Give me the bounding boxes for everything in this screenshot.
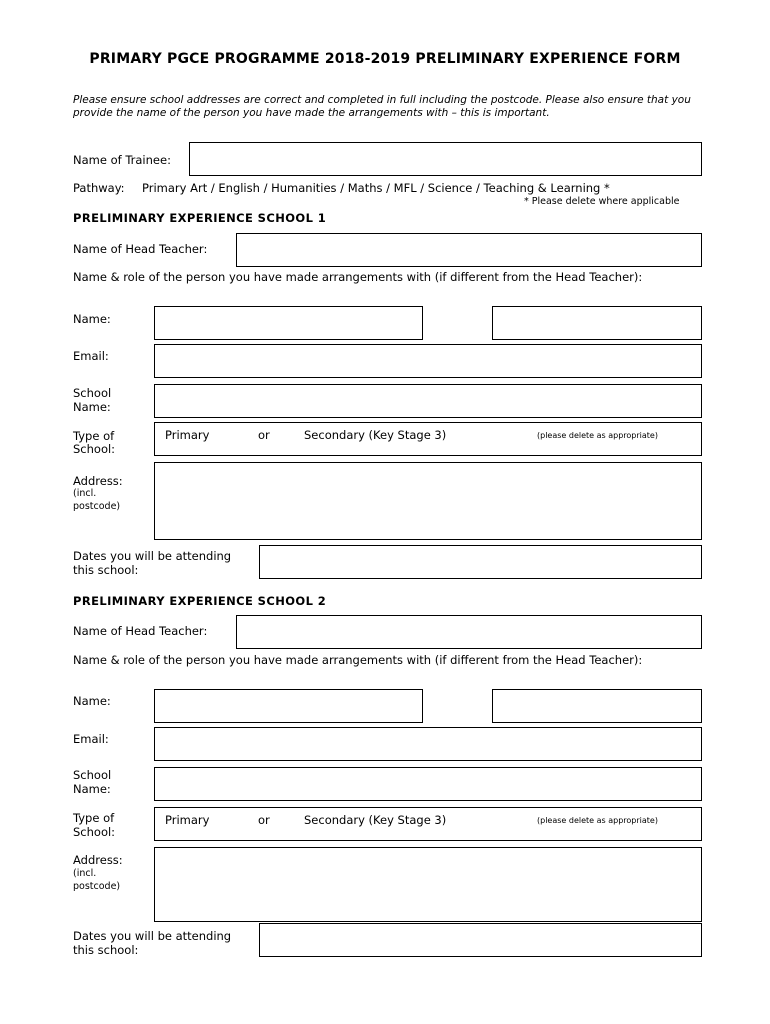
school-1-heading: PRELIMINARY EXPERIENCE SCHOOL 1 <box>73 211 327 225</box>
school-1-contact-name-field[interactable] <box>154 306 423 340</box>
school-2-address-field[interactable] <box>154 847 702 922</box>
school-1-type-note: (please delete as appropriate) <box>537 431 658 440</box>
pathway-note: * Please delete where applicable <box>524 196 680 207</box>
school-1-address-field[interactable] <box>154 462 702 540</box>
school-2-dates-label-line2: this school: <box>73 943 139 957</box>
school-2-arrangements-label: Name & role of the person you have made arrangements with (if different from the Head Teacher): <box>73 653 643 667</box>
school-2-address-sub-line2: postcode) <box>73 881 121 892</box>
school-2-contact-name-field[interactable] <box>154 689 423 723</box>
school-1-contact-name-label: Name: <box>73 312 111 326</box>
school-2-contact-name-label: Name: <box>73 694 111 708</box>
school-1-email-label: Email: <box>73 349 109 363</box>
school-1-address-label: Address: <box>73 474 123 488</box>
school-2-email-field[interactable] <box>154 727 702 761</box>
school-2-type-note: (please delete as appropriate) <box>537 816 658 825</box>
school-1-school-name-field[interactable] <box>154 384 702 418</box>
school-1-arrangements-label: Name & role of the person you have made arrangements with (if different from the Head Teacher): <box>73 270 643 284</box>
school-1-dates-field[interactable] <box>259 545 702 579</box>
school-1-dates-label-line2: this school: <box>73 563 139 577</box>
school-2-type-label-line1: Type of <box>73 811 115 825</box>
school-2-contact-role-field[interactable] <box>492 689 702 723</box>
school-2-heading: PRELIMINARY EXPERIENCE SCHOOL 2 <box>73 594 327 608</box>
school-1-email-field[interactable] <box>154 344 702 378</box>
school-1-type-label-line1: Type of <box>73 429 115 443</box>
school-2-address-sub-line1: (incl. <box>73 868 97 879</box>
school-1-type-primary[interactable]: Primary <box>165 428 210 442</box>
school-2-school-name-label-line1: School <box>73 768 112 782</box>
school-1-head-teacher-field[interactable] <box>236 233 702 267</box>
school-1-school-name-label-line1: School <box>73 386 112 400</box>
school-1-type-label-line2: School: <box>73 442 116 456</box>
school-1-address-sub-line2: postcode) <box>73 501 121 512</box>
school-2-address-label: Address: <box>73 853 123 867</box>
school-2-head-teacher-field[interactable] <box>236 615 702 649</box>
form-title: PRIMARY PGCE PROGRAMME 2018-2019 PRELIMINARY EXPERIENCE FORM <box>89 51 681 67</box>
school-2-school-name-label-line2: Name: <box>73 782 111 796</box>
pathway-options[interactable]: Primary Art / English / Humanities / Maths / MFL / Science / Teaching & Learning * <box>142 181 610 195</box>
school-1-address-sub-line1: (incl. <box>73 488 97 499</box>
trainee-name-field[interactable] <box>189 142 702 176</box>
form-instructions: Please ensure school addresses are correct and completed in full including the postcode. Please also ensure that you provide the name of the person you have made the arrangements with – this is important. <box>73 94 691 119</box>
school-1-school-name-label-line2: Name: <box>73 400 111 414</box>
school-2-school-name-field[interactable] <box>154 767 702 801</box>
school-1-type-secondary[interactable]: Secondary (Key Stage 3) <box>304 428 447 442</box>
school-1-head-teacher-label: Name of Head Teacher: <box>73 242 208 256</box>
trainee-name-label: Name of Trainee: <box>73 153 171 167</box>
school-2-type-secondary[interactable]: Secondary (Key Stage 3) <box>304 813 447 827</box>
school-1-type-or: or <box>258 428 270 442</box>
school-2-head-teacher-label: Name of Head Teacher: <box>73 624 208 638</box>
school-2-type-primary[interactable]: Primary <box>165 813 210 827</box>
pathway-label: Pathway: <box>73 181 125 195</box>
school-1-contact-role-field[interactable] <box>492 306 702 340</box>
school-2-dates-field[interactable] <box>259 923 702 957</box>
school-2-dates-label-line1: Dates you will be attending <box>73 929 232 943</box>
school-2-type-label-line2: School: <box>73 825 116 839</box>
school-2-type-or: or <box>258 813 270 827</box>
school-2-email-label: Email: <box>73 732 109 746</box>
school-1-dates-label-line1: Dates you will be attending <box>73 549 232 563</box>
